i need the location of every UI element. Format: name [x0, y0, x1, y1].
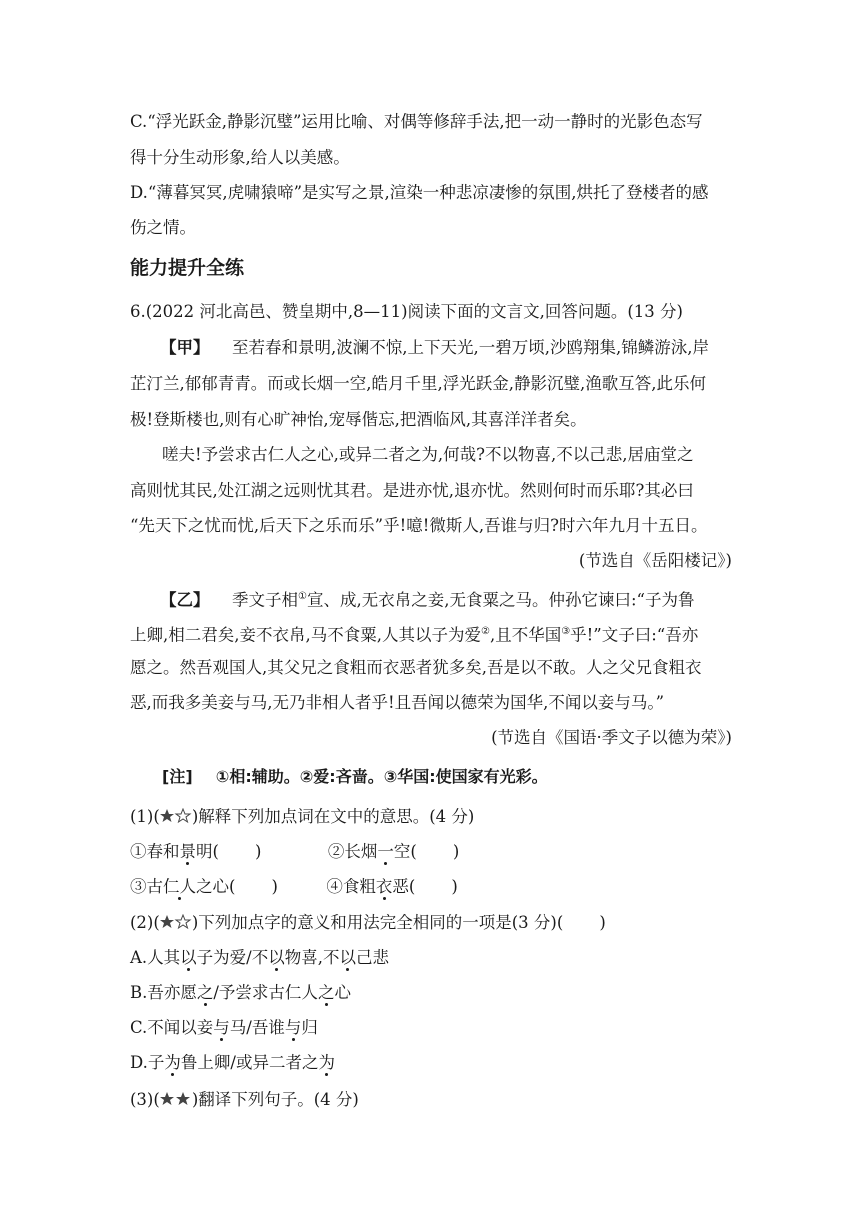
- yi-label: 【乙】: [160, 590, 210, 610]
- q2-number: (2)(: [130, 913, 160, 932]
- jia-source: (节选自《岳阳楼记》): [578, 551, 732, 570]
- q1-item-3-post: 之心(: [196, 877, 236, 896]
- q2-a-dotted-1: 以: [180, 948, 197, 967]
- q3-number: (3)(: [130, 1090, 160, 1109]
- q1-items-row-1: [130, 840, 459, 864]
- notes-label: [注]: [162, 767, 193, 786]
- q1-item-4-post: 恶(: [392, 877, 416, 896]
- q2-close: ): [599, 913, 606, 932]
- q1-stem: [130, 805, 474, 829]
- yi-text-2b: ,且不华国: [489, 625, 562, 645]
- q1-item-4-dotted: 衣: [375, 877, 393, 896]
- q2-c-pre: C.不闻以妾: [130, 1018, 214, 1037]
- q2-d-dotted-2: 为: [318, 1053, 335, 1072]
- q2-option-b[interactable]: [130, 981, 351, 1005]
- yi-line-1: [160, 585, 694, 613]
- q1-items-row-2: [130, 875, 458, 899]
- notes-text: ①相:辅助。②爱:吝啬。③华国:使国家有光彩。: [215, 767, 548, 786]
- q2-d-mid: 鲁上卿/或异二者之: [180, 1053, 319, 1072]
- q2-option-a[interactable]: [130, 946, 389, 970]
- q2-c-dotted-1: 与: [213, 1018, 230, 1037]
- q2-c-post: 归: [301, 1018, 318, 1037]
- footnotes: [162, 765, 548, 789]
- jia-line-1: [160, 336, 709, 360]
- q2-a-pre: A.人其: [130, 948, 181, 967]
- yi-line-3: 愿之。然吾观国人,其父兄之食粗而衣恶者犹多矣,吾是以不敢。人之父兄食粗衣: [130, 658, 702, 677]
- q2-d-pre: D.子: [130, 1053, 165, 1072]
- q2-b-dotted-2: 之: [317, 983, 335, 1002]
- q2-stem: [130, 911, 606, 935]
- q2-b-pre: B.吾亦愿: [130, 983, 197, 1002]
- q2-c-mid: 马/吾谁: [229, 1018, 285, 1037]
- option-d-line-1: D.“薄暮冥冥,虎啸猿啼”是实写之景,渲染一种悲凉凄惨的氛围,烘托了登楼者的感: [130, 183, 709, 202]
- q2-option-d[interactable]: [130, 1051, 335, 1075]
- star-rating-icon: [160, 1091, 192, 1107]
- q2-text: )下列加点字的意义和用法完全相同的一项是(3 分)(: [191, 913, 564, 932]
- q1-item-2-post: 空(: [393, 842, 417, 861]
- q1-item-3-close: ): [271, 877, 278, 896]
- q1-item-1-post: 明(: [196, 842, 219, 861]
- q2-b-dotted-1: 之: [196, 983, 214, 1002]
- yi-line-2: [130, 620, 698, 648]
- jia-line-2: 芷汀兰,郁郁青青。而或长烟一空,皓月千里,浮光跃金,静影沉璧,渔歌互答,此乐何: [130, 374, 706, 393]
- q2-d-dotted-1: 为: [164, 1053, 181, 1072]
- yi-text-2c: 乎!”文子曰:“吾亦: [570, 625, 699, 645]
- q3-text: )翻译下列句子。(4 分): [191, 1090, 359, 1109]
- q2-option-c[interactable]: [130, 1016, 318, 1040]
- jia-label: 【甲】: [160, 338, 210, 357]
- question-6-stem: 6.(2022 河北高邑、赞皇期中,8—11)阅读下面的文言文,回答问题。(13 分): [130, 302, 683, 321]
- q1-item-3-pre: ③古: [130, 877, 163, 896]
- footnote-1-marker: ①: [298, 591, 307, 602]
- q2-a-mid-2: 物喜,不: [284, 948, 340, 967]
- q1-item-1-dotted: 景: [179, 842, 196, 861]
- q1-item-2-dotted: 一: [377, 842, 394, 861]
- yi-text-2a: 上卿,相二君矣,妾不衣帛,马不食粟,人其以子为爱: [130, 625, 481, 645]
- q3-stem: [130, 1088, 359, 1112]
- jia-line-3: 极!登斯楼也,则有心旷神怡,宠辱偕忘,把酒临风,其喜洋洋者矣。: [130, 410, 587, 429]
- q2-a-dotted-2: 以: [268, 948, 285, 967]
- q1-item-3-dotted: 仁人: [163, 877, 196, 896]
- yi-source: (节选自《国语·季文子以德为荣》): [491, 728, 732, 747]
- q1-item-4-pre: ④食粗: [326, 877, 376, 896]
- q1-item-4-close: ): [451, 877, 458, 896]
- option-d-line-2: 伤之情。: [130, 218, 196, 237]
- yi-line-4: 恶,而我多美妾与马,无乃非相人者乎!且吾闻以德荣为国华,不闻以妾与马。”: [130, 693, 665, 712]
- option-c-line-2: 得十分生动形象,给人以美感。: [130, 148, 350, 167]
- q1-number: (1)(: [130, 807, 160, 826]
- section-title: 能力提升全练: [130, 257, 245, 279]
- q1-item-1-close: ): [254, 842, 262, 861]
- footnote-3-marker: ③: [561, 626, 571, 637]
- q2-b-post: 心: [334, 983, 351, 1002]
- yi-text-1a: 季文子相: [232, 590, 298, 610]
- star-rating-icon: [160, 914, 192, 930]
- star-rating-icon: [160, 808, 192, 824]
- footnote-2-marker: ②: [480, 626, 490, 637]
- yi-text-1b: 宣、成,无衣帛之妾,无食粟之马。仲孙它谏曰:“子为鲁: [306, 590, 695, 610]
- jia-text-1: 至若春和景明,波澜不惊,上下天光,一碧万顷,沙鸥翔集,锦鳞游泳,岸: [232, 338, 709, 357]
- option-c-line-1: C.“浮光跃金,静影沉璧”运用比喻、对偶等修辞手法,把一动一静时的光影色态写: [130, 112, 703, 131]
- q2-a-mid: 子为爱/不: [196, 948, 269, 967]
- jia-line-4: 嗟夫!予尝求古仁人之心,或异二者之为,何哉?不以物喜,不以己悲,居庙堂之: [162, 445, 694, 464]
- q1-item-1-pre: ①春和: [130, 842, 180, 861]
- jia-line-5: 高则忧其民,处江湖之远则忧其君。是进亦忧,退亦忧。然则何时而乐耶?其必曰: [130, 481, 694, 500]
- q2-c-dotted-2: 与: [284, 1018, 302, 1037]
- q1-text: )解释下列加点词在文中的意思。(4 分): [191, 807, 475, 826]
- q2-b-mid: /予尝求古仁人: [213, 983, 318, 1002]
- q2-a-dotted-3: 以: [339, 948, 356, 967]
- q2-a-post: 己悲: [355, 948, 389, 967]
- q1-item-2-close: ): [452, 842, 460, 861]
- jia-line-6: “先天下之忧而忧,后天下之乐而乐”乎!噫!微斯人,吾谁与归?时六年九月十五日。: [130, 516, 708, 535]
- q1-item-2-pre: ②长烟: [327, 842, 378, 861]
